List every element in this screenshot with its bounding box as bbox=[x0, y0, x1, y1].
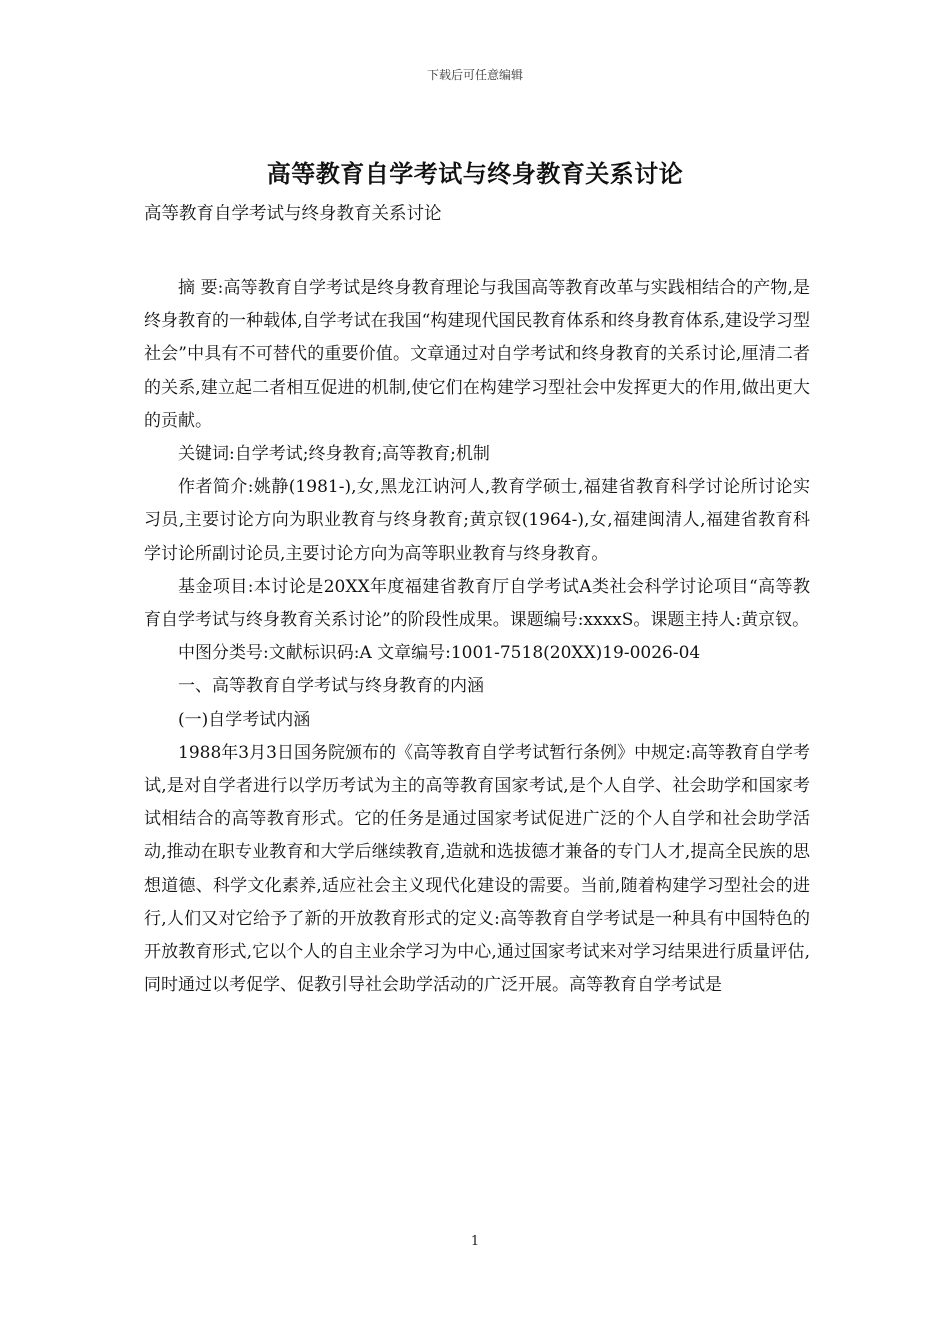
classification-paragraph: 中图分类号:文献标识码:A 文章编号:1001-7518(20XX)19-0026-04 bbox=[178, 643, 701, 664]
page-number: 1 bbox=[470, 1234, 480, 1249]
abstract-paragraph: 摘 要:高等教育自学考试是终身教育理论与我国高等教育改革与实践相结合的产物,是终身教育的一种载体,自学考试在我国“构建现代国民教育体系和终身教育体系,建设学习型社会”中具有不可替代的重要价值。文章通过对自学考试和终身教育的关系讨论,厘清二者的关系,建立起二者相互促进的机制,使它们在构建学习型社会中发挥更大的作用,做出更大的贡献。 bbox=[144, 278, 810, 431]
document-title: 高等教育自学考试与终身教育关系讨论 bbox=[266, 160, 684, 188]
document-subtitle: 高等教育自学考试与终身教育关系讨论 bbox=[144, 204, 442, 224]
page-header-note: 下载后可任意编辑 bbox=[426, 68, 523, 82]
section-heading-1: 一、高等教育自学考试与终身教育的内涵 bbox=[178, 676, 484, 697]
author-bio-paragraph: 作者简介:姚静(1981-),女,黑龙江讷河人,教育学硕士,福建省教育科学讨论所讨论实习员,主要讨论方向为职业教育与终身教育;黄京钗(1964-),女,福建闽清人,福建省教育科学讨论所副讨论员,主要讨论方向为高等职业教育与终身教育。 bbox=[144, 477, 810, 564]
keywords-paragraph: 关键词:自学考试;终身教育;高等教育;机制 bbox=[178, 444, 490, 465]
document-body bbox=[144, 272, 810, 1002]
body-paragraph: 1988年3月3日国务院颁布的《高等教育自学考试暂行条例》中规定:高等教育自学考试,是对自学者进行以学历考试为主的高等教育国家考试,是个人自学、社会助学和国家考试相结合的高等教育形式。它的任务是通过国家考试促进广泛的个人自学和社会助学活动,推动在职专业教育和大学后继续教育,造就和选拔德才兼备的专门人才,提高全民族的思想道德、科学文化素养,适应社会主义现代化建设的需要。当前,随着构建学习型社会的进行,人们又对它给予了新的开放教育形式的定义:高等教育自学考试是一种具有中国特色的开放教育形式,它以个人的自主业余学习为中心,通过国家考试来对学习结果进行质量评估,同时通过以考促学、促教引导社会助学活动的广泛开展。高等教育自学考试是 bbox=[144, 742, 810, 996]
subsection-heading-1: (一)自学考试内涵 bbox=[178, 709, 311, 730]
funding-paragraph: 基金项目:本讨论是20XX年度福建省教育厅自学考试A类社会科学讨论项目“高等教育自学考试与终身教育关系讨论”的阶段性成果。课题编号:xxxxS。课题主持人:黄京钗。 bbox=[144, 576, 810, 631]
